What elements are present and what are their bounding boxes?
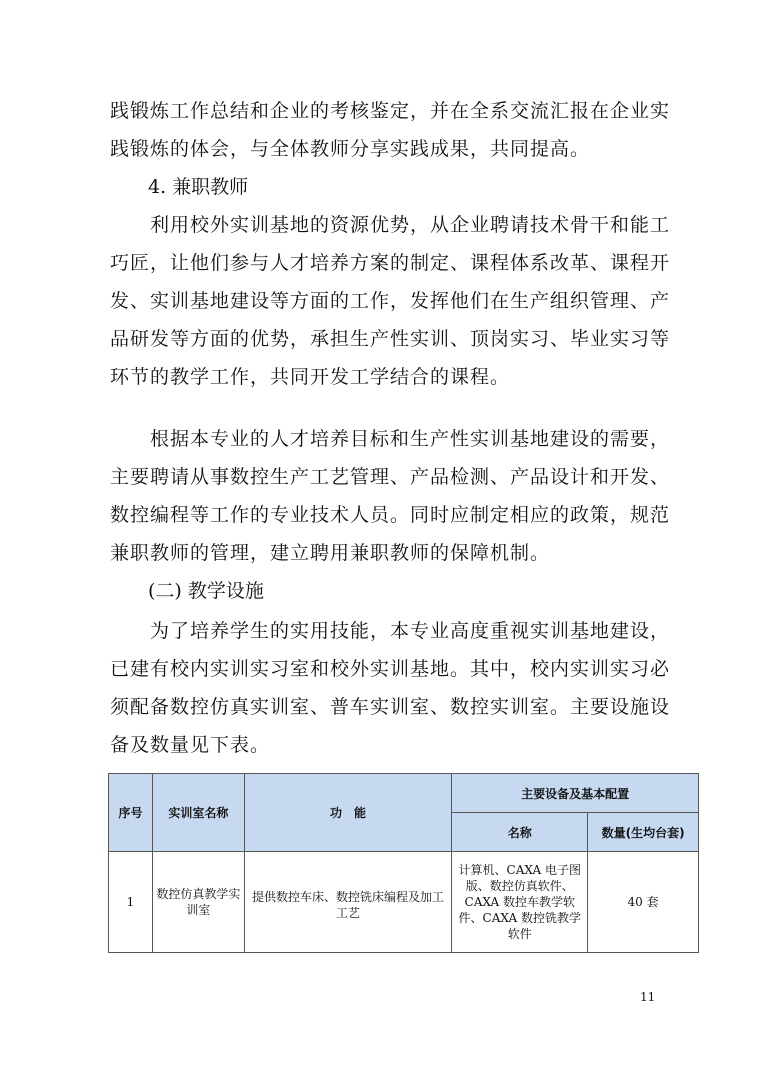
header-quantity: 数量(生均台套) xyxy=(588,813,699,852)
section-heading-teaching-facilities: (二) 教学设施 xyxy=(148,580,264,602)
facilities-table xyxy=(108,773,699,953)
header-equipment-name: 名称 xyxy=(452,813,588,852)
header-main-equipment: 主要设备及基本配置 xyxy=(452,774,699,813)
section-heading-part-time-teachers: 4. 兼职教师 xyxy=(148,176,249,198)
cell-room-name: 数控仿真教学实训室 xyxy=(152,852,244,953)
table-row xyxy=(109,852,699,953)
paragraph-4: 为了培养学生的实用技能，本专业高度重视实训基地建设，已建有校内实训实习室和校外实训基地。其中，校内实训实习必须配备数控仿真实训室、普车实训室、数控实训室。主要设施设备及数量见下表。 xyxy=(110,620,671,756)
page-number: 11 xyxy=(640,990,656,1004)
paragraph-3: 根据本专业的人才培养目标和生产性实训基地建设的需要，主要聘请从事数控生产工艺管理、产品检测、产品设计和开发、数控编程等工作的专业技术人员。同时应制定相应的政策，规范兼职教师的管理，建立聘用兼职教师的保障机制。 xyxy=(110,428,671,564)
paragraph-2: 利用校外实训基地的资源优势，从企业聘请技术骨干和能工巧匠，让他们参与人才培养方案的制定、课程体系改革、课程开发、实训基地建设等方面的工作，发挥他们在生产组织管理、产品研发等方面的优势，承担生产性实训、顶岗实习、毕业实习等环节的教学工作，共同开发工学结合的课程。 xyxy=(110,214,671,388)
cell-quantity: 40 套 xyxy=(588,852,699,953)
header-room-name: 实训室名称 xyxy=(152,774,244,852)
cell-seq: 1 xyxy=(109,852,153,953)
cell-function: 提供数控车床、数控铣床编程及加工工艺 xyxy=(244,852,452,953)
cell-equipment-name: 计算机、CAXA 电子图版、数控仿真软件、CAXA 数控车教学软件、CAXA 数控铣教学软件 xyxy=(452,852,588,953)
header-seq: 序号 xyxy=(109,774,153,852)
header-function: 功 能 xyxy=(244,774,452,852)
paragraph-1: 践锻炼工作总结和企业的考核鉴定，并在全系交流汇报在企业实践锻炼的体会，与全体教师分享实践成果，共同提高。 xyxy=(110,100,671,160)
